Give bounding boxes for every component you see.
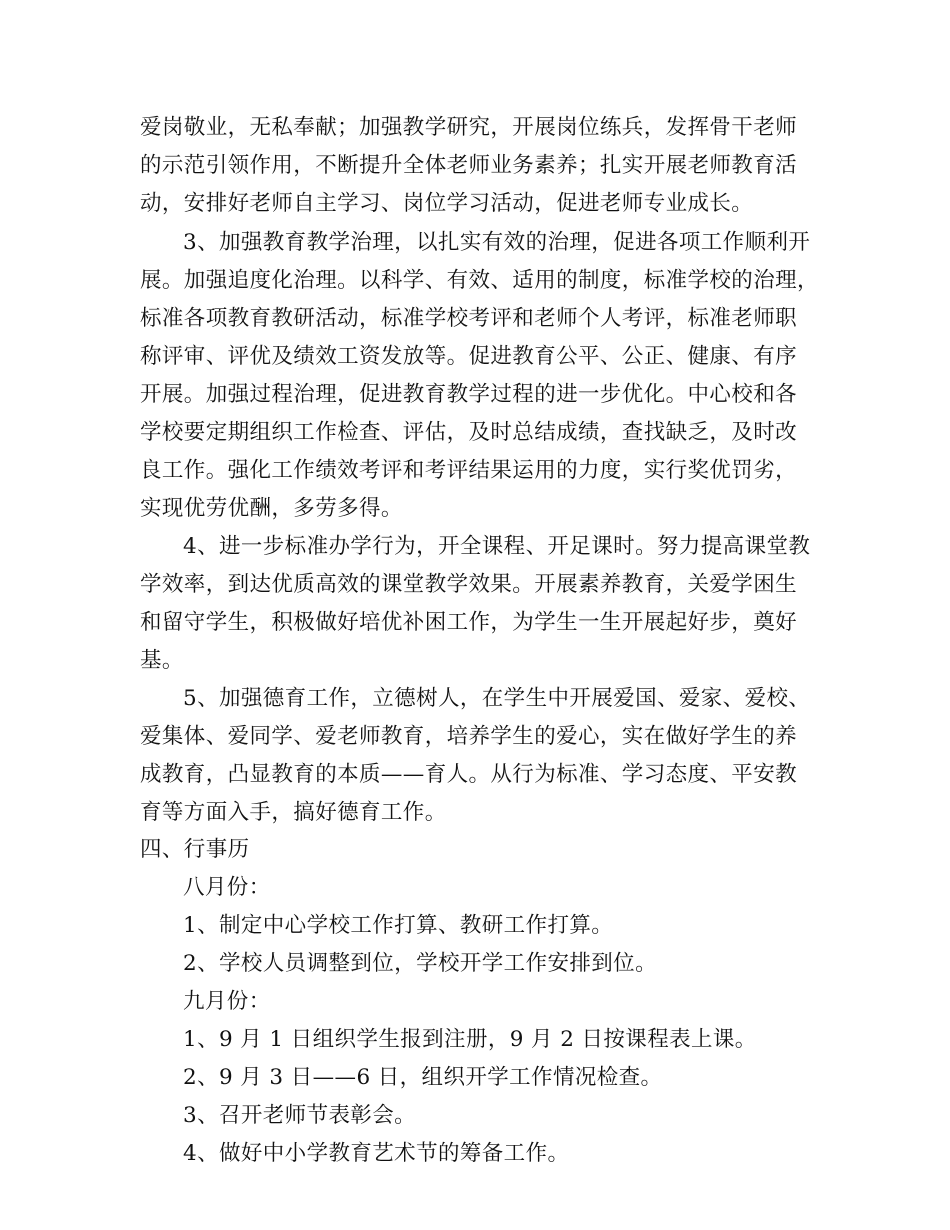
list-item: 2、学校人员调整到位，学校开学工作安排到位。 [183, 951, 657, 976]
text-line: 展。加强追度化治理。以科学、有效、适用的制度，标准学校的治理， [140, 268, 819, 293]
text-line: 开展。加强过程治理，促进教育教学过程的进一步优化。中心校和各 [140, 382, 798, 407]
text-line: 爱集体、爱同学、爱老师教育，培养学生的爱心，实在做好学生的养 [140, 724, 798, 749]
text-line: 称评审、评优及绩效工资发放等。促进教育公平、公正、健康、有序 [140, 344, 798, 369]
paragraph-start-line: 4、进一步标准办学行为，开全课程、开足课时。努力提高课堂教 [183, 534, 811, 559]
text-line: 良工作。强化工作绩效考评和考评结果运用的力度，实行奖优罚劣， [140, 458, 798, 483]
list-item: 1、制定中心学校工作打算、教研工作打算。 [183, 913, 614, 938]
month-heading: 九月份： [183, 989, 271, 1014]
text-line: 动，安排好老师自主学习、岗位学习活动，促进老师专业成长。 [140, 191, 754, 216]
list-item: 3、召开老师节表彰会。 [183, 1103, 417, 1128]
list-item: 4、做好中小学教育艺术节的筹备工作。 [183, 1141, 570, 1166]
list-item: 2、9 月 3 日——6 日，组织开学工作情况检查。 [183, 1065, 663, 1090]
list-item: 1、9 月 1 日组织学生报到注册，9 月 2 日按课程表上课。 [183, 1027, 757, 1052]
paragraph-start-line: 3、加强教育教学治理，以扎实有效的治理，促进各项工作顺利开 [183, 230, 811, 255]
section-heading: 四、行事历 [140, 837, 250, 862]
text-line: 成教育，凸显教育的本质——育人。从行为标准、学习态度、平安教 [140, 762, 798, 787]
text-line: 基。 [140, 648, 184, 673]
text-line: 和留守学生，积极做好培优补困工作，为学生一生开展起好步，奠好 [140, 610, 798, 635]
text-line: 学校要定期组织工作检查、评估，及时总结成绩，查找缺乏，及时改 [140, 420, 798, 445]
text-line: 学效率，到达优质高效的课堂教学效果。开展素养教育，关爱学困生 [140, 572, 798, 597]
text-line: 爱岗敬业，无私奉献；加强教学研究，开展岗位练兵，发挥骨干老师 [140, 115, 798, 140]
text-line: 的示范引领作用，不断提升全体老师业务素养；扎实开展老师教育活 [140, 153, 798, 178]
text-line: 育等方面入手，搞好德育工作。 [140, 800, 447, 825]
paragraph-start-line: 5、加强德育工作，立德树人，在学生中开展爱国、爱家、爱校、 [183, 686, 811, 711]
text-line: 标准各项教育教研活动，标准学校考评和老师个人考评，标准老师职 [140, 306, 798, 331]
month-heading: 八月份： [183, 875, 271, 900]
text-line: 实现优劳优酬，多劳多得。 [140, 496, 403, 521]
